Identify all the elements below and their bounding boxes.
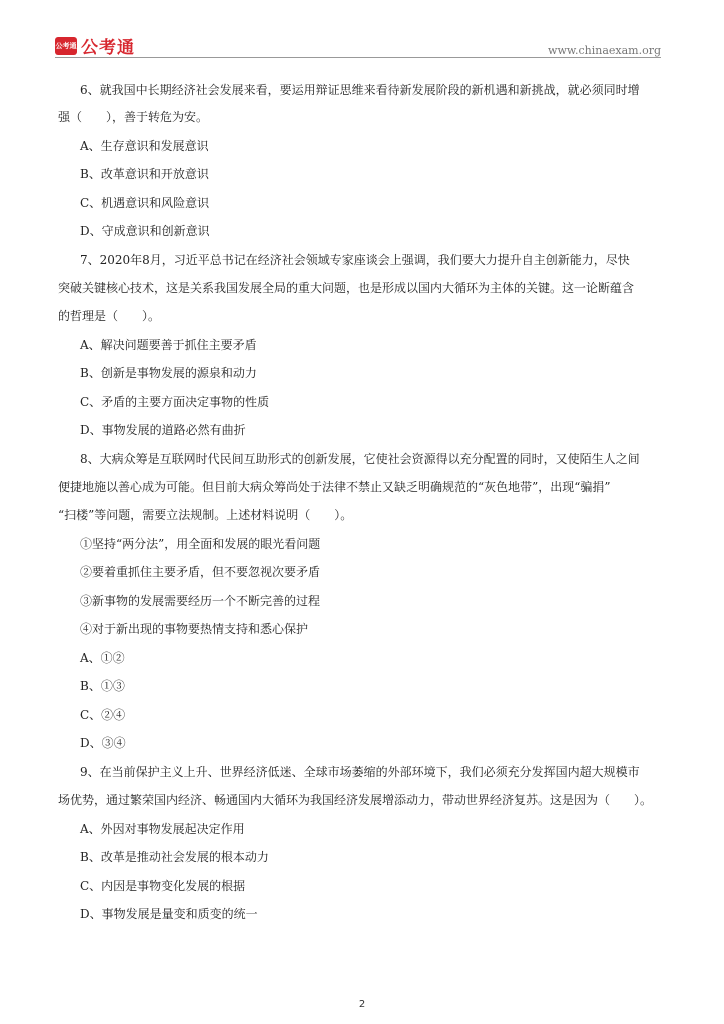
q7-option-c: C、矛盾的主要方面决定事物的性质 [80,395,270,409]
q8-stem-line3: “扫楼”等问题，需要立法规制。上述材料说明（ ）。 [58,508,353,522]
q6-stem-line2: 强（ ），善于转危为安。 [58,110,209,124]
q9-option-c: C、内因是事物变化发展的根据 [80,879,246,893]
q8-statement-4: ④对于新出现的事物要热情支持和悉心保护 [80,622,309,636]
logo [55,33,135,58]
q7-option-d: D、事物发展的道路必然有曲折 [80,423,246,437]
page-header [0,0,724,60]
q9-option-a: A、外因对事物发展起决定作用 [80,822,245,836]
q7-option-a: A、解决问题要善于抓住主要矛盾 [80,338,257,352]
q6-stem-line1: 6、就我国中长期经济社会发展来看，要运用辩证思维来看待新发展阶段的新机遇和新挑战，就必须同时增 [80,83,640,97]
site-url: www.chinaexam.org [548,44,661,57]
q8-option-d: D、③④ [80,736,126,750]
q8-option-b: B、①③ [80,679,125,693]
q9-stem-line1: 9、在当前保护主义上升、世界经济低迷、全球市场萎缩的外部环境下，我们必须充分发挥国内超大规模市 [80,765,640,779]
q7-stem-line2: 突破关键核心技术，这是关系我国发展全局的重大问题，也是形成以国内大循环为主体的关键。这一论断蕴含 [58,281,635,295]
q6-option-d: D、守成意识和创新意识 [80,224,210,238]
q7-stem-line1: 7、2020年8月，习近平总书记在经济社会领域专家座谈会上强调，我们要大力提升自主创新能力，尽快 [80,253,630,267]
q8-option-a: A、①② [80,651,125,665]
q8-stem-line2: 便捷地施以善心成为可能。但目前大病众筹尚处于法律不禁止又缺乏明确规范的“灰色地带”，出现“骗捐” [58,480,611,494]
q6-option-a: A、生存意识和发展意识 [80,139,209,153]
q8-statement-2: ②要着重抓住主要矛盾，但不要忽视次要矛盾 [80,565,321,579]
header-divider [55,57,661,58]
q9-option-d: D、事物发展是量变和质变的统一 [80,907,258,921]
q8-statement-3: ③新事物的发展需要经历一个不断完善的过程 [80,594,321,608]
q6-option-b: B、改革意识和开放意识 [80,167,209,181]
q8-stem-line1: 8、大病众筹是互联网时代民间互助形式的创新发展，它使社会资源得以充分配置的同时，又使陌生人之间 [80,452,640,466]
q6-option-c: C、机遇意识和风险意识 [80,196,210,210]
logo-badge-icon: 公考通 [55,37,77,55]
q9-stem-line2: 场优势，通过繁荣国内经济、畅通国内大循环为我国经济发展增添动力，带动世界经济复苏。这是因为（ ）。 [58,793,653,807]
page-number: 2 [358,999,366,1010]
q7-stem-line3: 的哲理是（ ）。 [58,309,161,323]
logo-text: 公考通 [81,38,135,58]
q9-option-b: B、改革是推动社会发展的根本动力 [80,850,269,864]
q8-option-c: C、②④ [80,708,126,722]
q7-option-b: B、创新是事物发展的源泉和动力 [80,366,257,380]
q8-statement-1: ①坚持“两分法”，用全面和发展的眼光看问题 [80,537,321,551]
